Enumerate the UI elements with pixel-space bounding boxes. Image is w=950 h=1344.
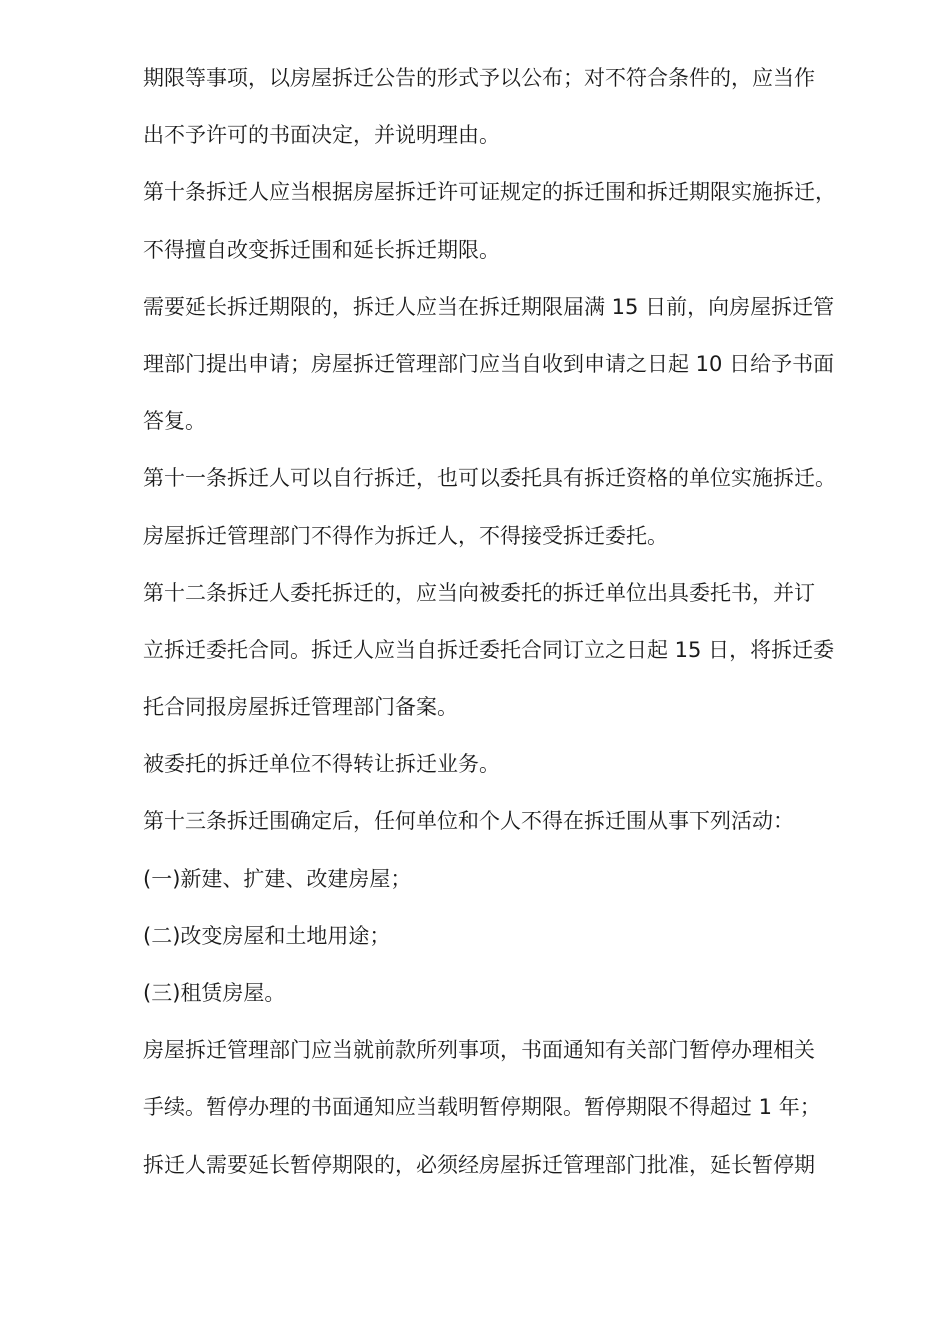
text-line: 托合同报房屋拆迁管理部门备案。 xyxy=(143,695,458,720)
text-line: 需要延长拆迁期限的，拆迁人应当在拆迁期限届满 15 日前，向房屋拆迁管 xyxy=(143,294,835,319)
text-line: 出不予许可的书面决定，并说明理由。 xyxy=(143,123,500,148)
text-line: (三)租赁房屋。 xyxy=(143,981,286,1005)
text-line: 被委托的拆迁单位不得转让拆迁业务。 xyxy=(143,752,500,777)
text-line: 理部门提出申请；房屋拆迁管理部门应当自收到申请之日起 10 日给予书面 xyxy=(143,351,835,376)
text-line: (一)新建、扩建、改建房屋； xyxy=(143,866,412,891)
text-line: (二)改变房屋和土地用途； xyxy=(143,923,391,948)
text-line: 不得擅自改变拆迁围和延长拆迁期限。 xyxy=(143,237,500,262)
text-line: 第十条拆迁人应当根据房屋拆迁许可证规定的拆迁围和拆迁期限实施拆迁， xyxy=(143,180,836,205)
text-line: 答复。 xyxy=(143,409,206,434)
text-line: 拆迁人需要延长暂停期限的，必须经房屋拆迁管理部门批准，延长暂停期 xyxy=(143,1152,815,1177)
text-line: 房屋拆迁管理部门不得作为拆迁人，不得接受拆迁委托。 xyxy=(143,523,668,548)
text-line: 第十一条拆迁人可以自行拆迁，也可以委托具有拆迁资格的单位实施拆迁。 xyxy=(143,466,836,491)
text-line: 立拆迁委托合同。拆迁人应当自拆迁委托合同订立之日起 15 日，将拆迁委 xyxy=(143,637,835,662)
text-line: 第十二条拆迁人委托拆迁的，应当向被委托的拆迁单位出具委托书，并订 xyxy=(143,580,815,605)
text-line: 房屋拆迁管理部门应当就前款所列事项，书面通知有关部门暂停办理相关 xyxy=(143,1038,815,1063)
text-line: 手续。暂停办理的书面通知应当载明暂停期限。暂停期限不得超过 1 年； xyxy=(143,1095,821,1120)
text-line: 期限等事项，以房屋拆迁公告的形式予以公布；对不符合条件的，应当作 xyxy=(143,66,815,90)
text-line: 第十三条拆迁围确定后，任何单位和个人不得在拆迁围从事下列活动： xyxy=(143,809,794,834)
document-body xyxy=(143,56,883,1200)
